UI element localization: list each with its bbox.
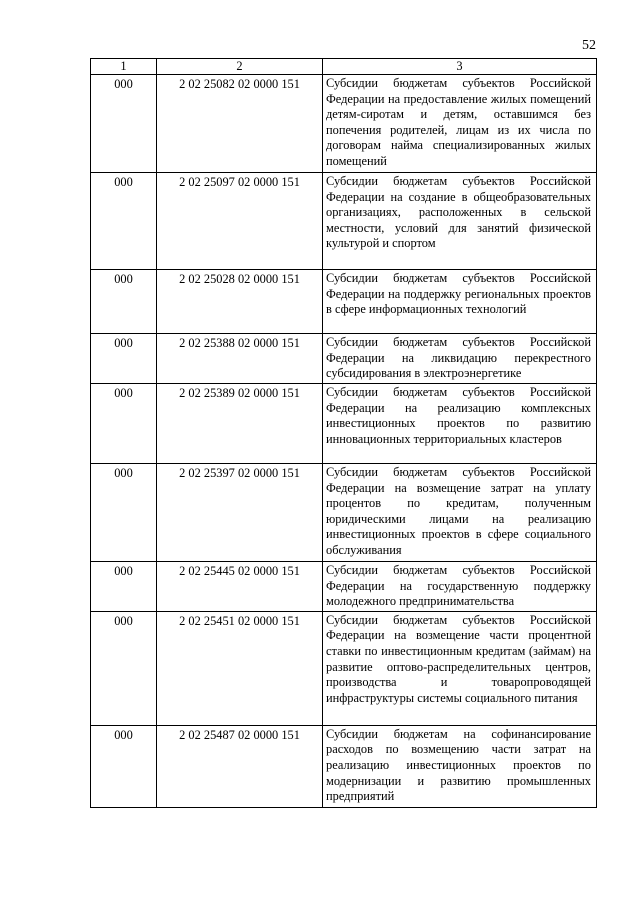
revenue-name-cell: Субсидии бюджетам субъектов Российской Федерации на предоставление жилых помещений детям-сиротам и детям, оставшимся без попечения родителей, лицам из их числа по договорам найма специализированных жилых помещений	[323, 75, 597, 173]
page-number: 52	[582, 38, 596, 53]
revenue-code-cell: 2 02 25451 02 0000 151	[157, 611, 323, 725]
column-header-3: 3	[323, 59, 597, 75]
admin-code-cell: 000	[91, 334, 157, 384]
admin-code-cell: 000	[91, 562, 157, 612]
revenue-code-cell: 2 02 25397 02 0000 151	[157, 464, 323, 562]
revenue-name-cell: Субсидии бюджетам субъектов Российской Федерации на создание в общеобразовательных организациях, расположенных в сельской местности, условий для занятий физической культурой и спортом	[323, 173, 597, 270]
revenue-name-cell: Субсидии бюджетам субъектов Российской Федерации на возмещение части процентной ставки по инвестиционным кредитам (займам) на развитие оптово-распределительных центров, производства и товаропроводящей инфраструктуры системы социального питания	[323, 611, 597, 725]
admin-code-cell: 000	[91, 75, 157, 173]
revenue-name-cell: Субсидии бюджетам на софинансирование расходов по возмещению части затрат на реализацию инвестиционных проектов по модернизации и развитию промышленных предприятий	[323, 725, 597, 807]
table-row	[91, 464, 597, 562]
revenue-name-cell: Субсидии бюджетам субъектов Российской Федерации на возмещение затрат на уплату процентов по кредитам, полученным юридическими лицами на реализацию инвестиционных проектов в сфере социального обслуживания	[323, 464, 597, 562]
table-header-row	[91, 59, 597, 75]
admin-code-cell: 000	[91, 464, 157, 562]
admin-code-cell: 000	[91, 611, 157, 725]
table-row	[91, 334, 597, 384]
revenue-name-cell: Субсидии бюджетам субъектов Российской Федерации на ликвидацию перекрестного субсидирования в электроэнергетике	[323, 334, 597, 384]
revenue-code-cell: 2 02 25487 02 0000 151	[157, 725, 323, 807]
revenue-code-cell: 2 02 25082 02 0000 151	[157, 75, 323, 173]
budget-classification-table	[90, 58, 597, 808]
revenue-name-cell: Субсидии бюджетам субъектов Российской Федерации на государственную поддержку молодежного предпринимательства	[323, 562, 597, 612]
revenue-name-cell: Субсидии бюджетам субъектов Российской Федерации на поддержку региональных проектов в сфере информационных технологий	[323, 270, 597, 334]
admin-code-cell: 000	[91, 384, 157, 464]
table-row	[91, 562, 597, 612]
table-row	[91, 611, 597, 725]
admin-code-cell: 000	[91, 270, 157, 334]
table-row	[91, 173, 597, 270]
column-header-1: 1	[91, 59, 157, 75]
admin-code-cell: 000	[91, 173, 157, 270]
revenue-code-cell: 2 02 25445 02 0000 151	[157, 562, 323, 612]
revenue-code-cell: 2 02 25388 02 0000 151	[157, 334, 323, 384]
revenue-code-cell: 2 02 25389 02 0000 151	[157, 384, 323, 464]
table-row	[91, 270, 597, 334]
table-row	[91, 725, 597, 807]
revenue-name-cell: Субсидии бюджетам субъектов Российской Федерации на реализацию комплексных инвестиционных проектов по развитию инновационных территориальных кластеров	[323, 384, 597, 464]
admin-code-cell: 000	[91, 725, 157, 807]
revenue-code-cell: 2 02 25028 02 0000 151	[157, 270, 323, 334]
table-row	[91, 384, 597, 464]
revenue-code-cell: 2 02 25097 02 0000 151	[157, 173, 323, 270]
table-row	[91, 75, 597, 173]
column-header-2: 2	[157, 59, 323, 75]
